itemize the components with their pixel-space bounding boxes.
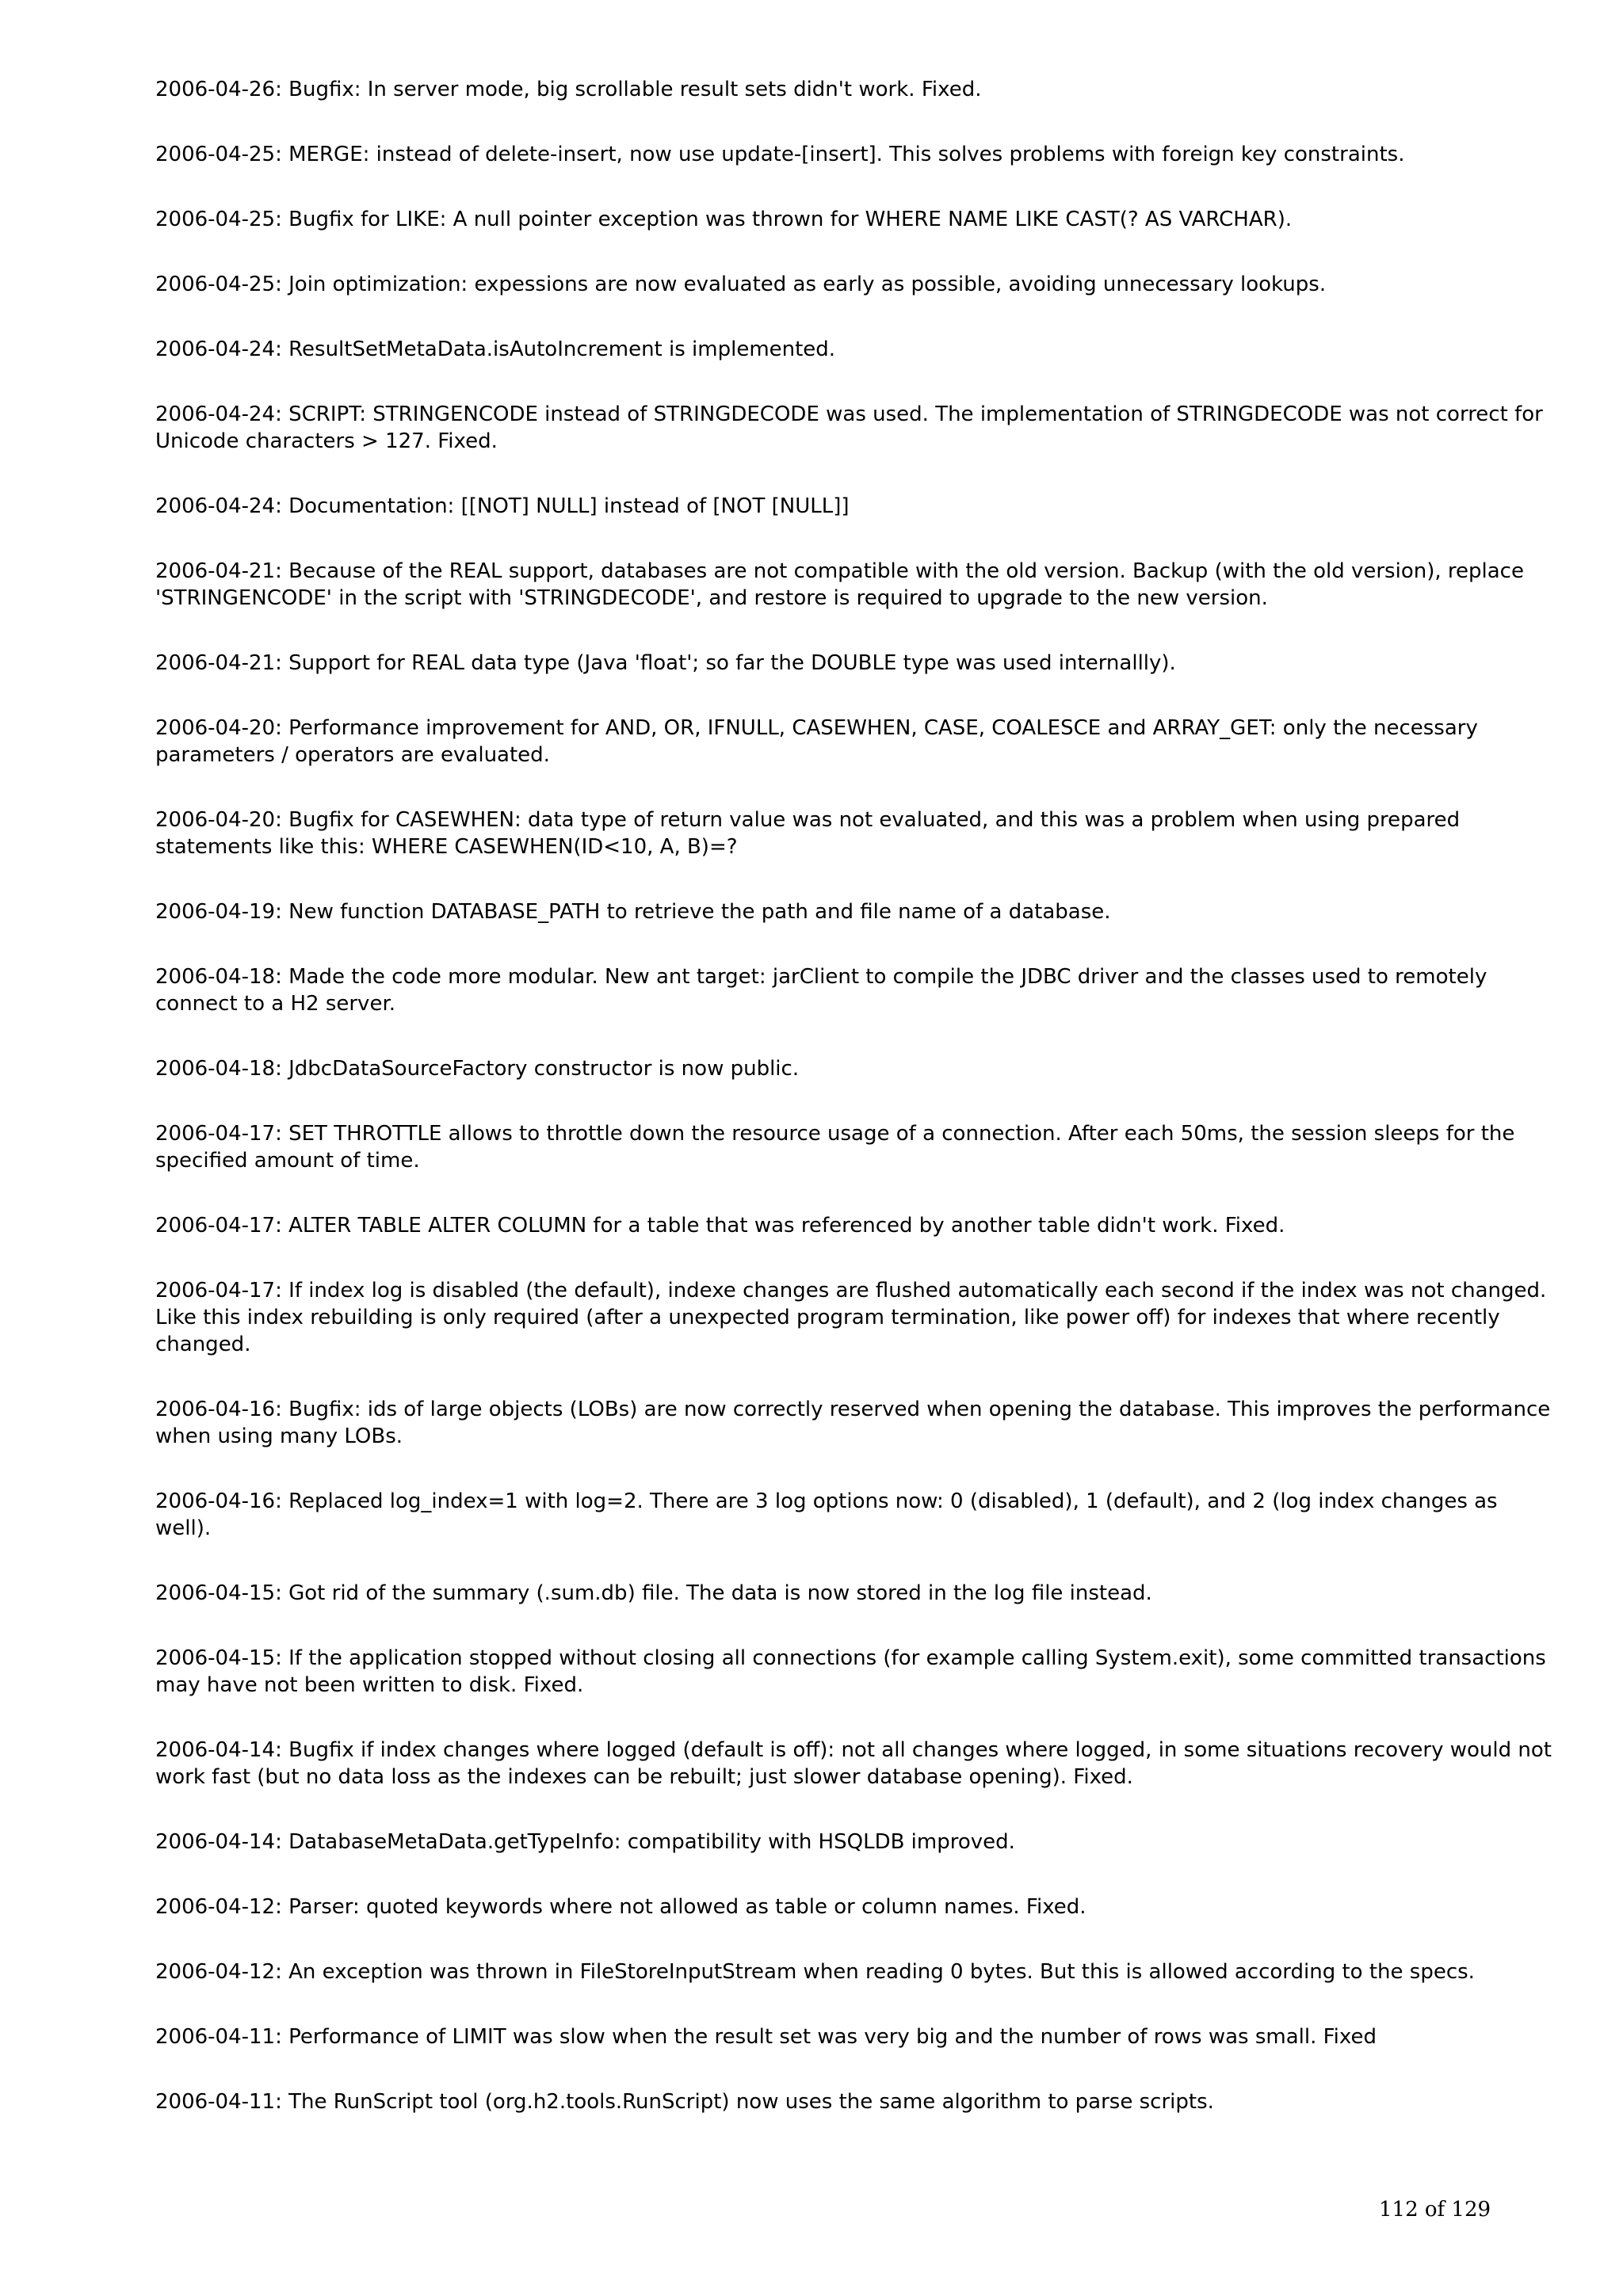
changelog-entry: 2006-04-24: SCRIPT: STRINGENCODE instead of STRINGDECODE was used. The implementation of STRINGDECODE was not correct for Unicode characters > 127. Fixed. <box>155 402 1543 453</box>
changelog-entry: 2006-04-11: The RunScript tool (org.h2.tools.RunScript) now uses the same algorithm to parse scripts. <box>155 2090 1214 2114</box>
changelog-entry: 2006-04-14: DatabaseMetaData.getTypeInfo: compatibility with HSQLDB improved. <box>155 1830 1015 1854</box>
changelog-entry: 2006-04-21: Support for REAL data type (Java 'float'; so far the DOUBLE type was used internallly). <box>155 651 1176 675</box>
changelog-entry: 2006-04-12: An exception was thrown in FileStoreInputStream when reading 0 bytes. But this is allowed according to the specs. <box>155 1960 1475 1984</box>
changelog-entry: 2006-04-18: Made the code more modular. New ant target: jarClient to compile the JDBC driver and the classes used to remotely connect to a H2 server. <box>155 965 1487 1016</box>
changelog-entry: 2006-04-17: ALTER TABLE ALTER COLUMN for a table that was referenced by another table didn't work. Fixed. <box>155 1214 1285 1238</box>
changelog-list <box>155 76 1558 2115</box>
changelog-entry: 2006-04-24: ResultSetMetaData.isAutoIncrement is implemented. <box>155 338 836 361</box>
changelog-entry: 2006-04-26: Bugfix: In server mode, big scrollable result sets didn't work. Fixed. <box>155 78 982 101</box>
changelog-entry: 2006-04-16: Replaced log_index=1 with log=2. There are 3 log options now: 0 (disabled), 1 (default), and 2 (log index changes as well). <box>155 1489 1498 1540</box>
changelog-entry: 2006-04-25: Join optimization: expessions are now evaluated as early as possible, avoiding unnecessary lookups. <box>155 273 1327 296</box>
changelog-entry: 2006-04-15: If the application stopped without closing all connections (for example calling System.exit), some committed transactions may have not been written to disk. Fixed. <box>155 1646 1546 1697</box>
changelog-entry: 2006-04-25: MERGE: instead of delete-insert, now use update-[insert]. This solves problems with foreign key constraints. <box>155 143 1405 166</box>
changelog-entry: 2006-04-18: JdbcDataSourceFactory constructor is now public. <box>155 1057 800 1081</box>
changelog-entry: 2006-04-20: Bugfix for CASEWHEN: data type of return value was not evaluated, and this was a problem when using prepared statements like this: WHERE CASEWHEN(ID<10, A, B)=? <box>155 808 1461 859</box>
changelog-entry: 2006-04-21: Because of the REAL support, databases are not compatible with the old version. Backup (with the old version), replace 'STRINGENCODE' in the script with 'STRINGDECODE', and restore is required to upgrade to the new version. <box>155 559 1524 610</box>
changelog-entry: 2006-04-16: Bugfix: ids of large objects (LOBs) are now correctly reserved when opening the database. This improves the performance when using many LOBs. <box>155 1398 1551 1448</box>
changelog-entry: 2006-04-17: SET THROTTLE allows to throttle down the resource usage of a connection. After each 50ms, the session sleeps for the specified amount of time. <box>155 1122 1515 1173</box>
changelog-entry: 2006-04-11: Performance of LIMIT was slow when the result set was very big and the number of rows was small. Fixed <box>155 2025 1377 2049</box>
changelog-entry: 2006-04-24: Documentation: [[NOT] NULL] instead of [NOT [NULL]] <box>155 494 850 518</box>
changelog-entry: 2006-04-19: New function DATABASE_PATH to retrieve the path and file name of a database. <box>155 900 1111 924</box>
page-number: 112 of 129 <box>1379 2198 1491 2222</box>
changelog-entry: 2006-04-12: Parser: quoted keywords where not allowed as table or column names. Fixed. <box>155 1895 1086 1919</box>
changelog-entry: 2006-04-20: Performance improvement for AND, OR, IFNULL, CASEWHEN, CASE, COALESCE and ARRAY_GET: only the necessary parameters / operators are evaluated. <box>155 716 1478 767</box>
changelog-entry: 2006-04-17: If index log is disabled (the default), indexe changes are flushed automatically each second if the index was not changed. Like this index rebuilding is only required (after a unexpected program termination, like power off) for indexes that where recently changed. <box>155 1279 1547 1356</box>
changelog-entry: 2006-04-14: Bugfix if index changes where logged (default is off): not all changes where logged, in some situations recovery would not work fast (but no data loss as the indexes can be rebuilt; just slower database opening). Fixed. <box>155 1738 1552 1789</box>
changelog-entry: 2006-04-25: Bugfix for LIKE: A null pointer exception was thrown for WHERE NAME LIKE CAST(? AS VARCHAR). <box>155 208 1293 231</box>
changelog-entry: 2006-04-15: Got rid of the summary (.sum.db) file. The data is now stored in the log file instead. <box>155 1581 1152 1605</box>
